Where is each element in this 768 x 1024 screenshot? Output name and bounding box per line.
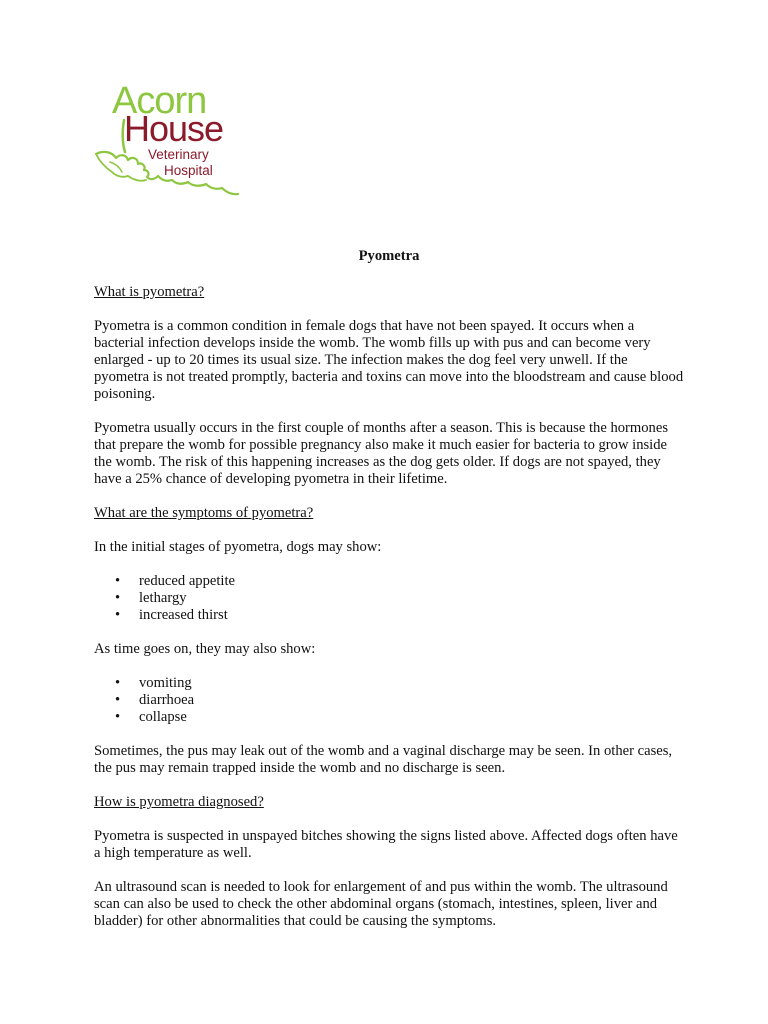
symptom-list-later	[94, 675, 684, 726]
paragraph: Pyometra usually occurs in the first couple of months after a season. This is because the hormones that prepare the womb for possible pregnancy also make it much easier for bacteria to grow inside the womb. The risk of this happening increases as the dog gets older. If dogs are not spayed, they have a 25% chance of developing pyometra in their lifetime.	[94, 420, 669, 487]
document-title: Pyometra	[358, 248, 420, 264]
paragraph: In the initial stages of pyometra, dogs may show:	[94, 539, 382, 555]
bullet-icon: •	[115, 573, 121, 589]
paragraph: Pyometra is a common condition in female dogs that have not been spayed. It occurs when a bacterial infection develops inside the womb. The womb fills up with pus and can become very enlarged - up to 20 times its usual size. The infection makes the dog feel very unwell. If the pyometra is not treated promptly, bacteria and toxins can move into the bloodstream and cause blood poisoning.	[94, 318, 684, 402]
symptom-list-initial	[94, 573, 684, 624]
list-item	[94, 607, 684, 624]
list-item-text: reduced appetite	[139, 573, 236, 589]
list-item	[94, 709, 684, 726]
section-heading-symptoms: What are the symptoms of pyometra?	[94, 505, 314, 521]
section-heading-what-is: What is pyometra?	[94, 284, 205, 300]
section-heading-diagnosis: How is pyometra diagnosed?	[94, 794, 264, 810]
list-item	[94, 692, 684, 709]
list-item	[94, 675, 684, 692]
paragraph: As time goes on, they may also show:	[94, 641, 316, 657]
paragraph: Pyometra is suspected in unspayed bitches showing the signs listed above. Affected dogs often have a high temperature as well.	[94, 828, 678, 861]
list-item-text: lethargy	[139, 590, 187, 606]
list-item-text: vomiting	[139, 675, 192, 691]
list-item	[94, 573, 684, 590]
logo-word-hospital: Hospital	[164, 163, 213, 178]
paragraph: Sometimes, the pus may leak out of the womb and a vaginal discharge may be seen. In other cases, the pus may remain trapped inside the womb and no discharge is seen.	[94, 743, 673, 776]
document-body	[94, 248, 684, 947]
bullet-icon: •	[115, 692, 121, 708]
list-item-text: collapse	[139, 709, 187, 725]
logo-word-acorn: Acorn	[112, 80, 207, 122]
logo-word-veterinary: Veterinary	[148, 147, 209, 162]
bullet-icon: •	[115, 590, 121, 606]
list-item	[94, 590, 684, 607]
list-item-text: diarrhoea	[139, 692, 195, 708]
logo-word-house: House	[124, 108, 224, 149]
bullet-icon: •	[115, 607, 121, 623]
paragraph: An ultrasound scan is needed to look for enlargement of and pus within the womb. The ultrasound scan can also be used to check the other abdominal organs (stomach, intestines, spleen, liver and bladder) for other abnormalities that could be causing the symptoms.	[94, 879, 668, 929]
bullet-icon: •	[115, 675, 121, 691]
bullet-icon: •	[115, 709, 121, 725]
list-item-text: increased thirst	[139, 607, 228, 623]
acorn-house-logo	[92, 82, 242, 208]
